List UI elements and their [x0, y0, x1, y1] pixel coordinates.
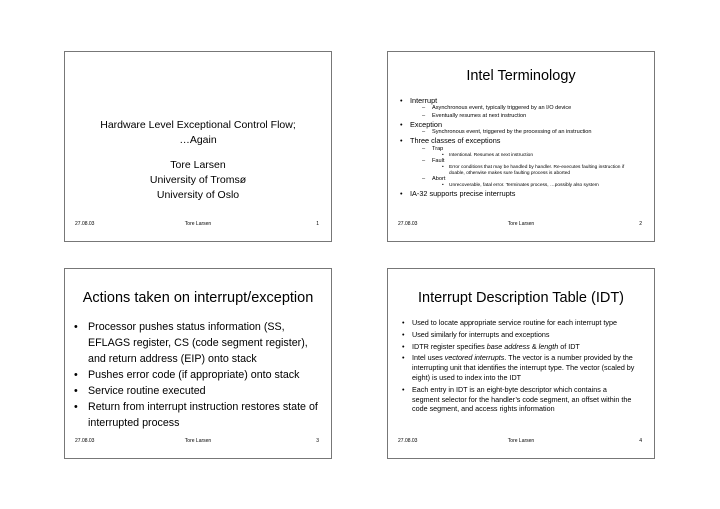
slide-4 [387, 268, 655, 459]
list-item: • IDTR register specifies base address & length of IDT [402, 342, 636, 352]
list-item: – Eventually resumes at next instruction [422, 113, 640, 120]
slide-author: Tore Larsen [507, 438, 535, 444]
list-item: • Used to locate appropriate service routine for each interrupt type [402, 318, 636, 328]
slide-date: 27.08.03 [398, 221, 418, 227]
slide-3 [64, 268, 332, 459]
list-item: • Return from interrupt instruction restores state of interrupted process [74, 399, 319, 431]
list-item: – Trap • Intentional. Resumes at next instruction [422, 146, 640, 159]
list-item: • Each entry in IDT is an eight-byte descriptor which contains a segment selector for the handler’s code segment, an offset within the code segment, and access rights information [402, 385, 636, 414]
slide-number: 1 [316, 221, 319, 227]
list-item: • Interrupt – Asynchronous event, typically triggered by an I/O device – Eventually resumes at next instruction [400, 96, 640, 120]
list-item: – Abort • Unrecoverable, fatal error. Terminates process, …possibly also system [422, 176, 640, 189]
university-tromso: University of Tromsø [149, 174, 247, 186]
list-item: • IA-32 supports precise interrupts [400, 189, 640, 198]
slide-4-title: Interrupt Description Table (IDT) [417, 290, 625, 306]
list-item: • Intel uses vectored interrupts. The vector is a number provided by the interrupting unit that identifies the interrupt type. The vector (scaled by eight) is used to index into the IDT [402, 353, 636, 382]
slide-1 [64, 51, 332, 242]
list-item: • Three classes of exceptions – Trap • Intentional. Resumes at next instruction – Fault • Error conditions that may be handled by handler. Re-executes faulting instruction if doable, otherwise makes sure faulting process is aborted – Abort • Unrecoverable, fatal error. Terminates process, …possibly also system [400, 136, 640, 189]
slide-date: 27.08.03 [75, 438, 95, 444]
slide-2-bullets [400, 96, 640, 198]
slide-1-author-block [65, 158, 331, 203]
slide-date: 27.08.03 [398, 438, 418, 444]
slide-1-title: Hardware Level Exceptional Control Flow; …Again [100, 119, 296, 146]
list-item: – Asynchronous event, typically triggered by an I/O device [422, 105, 640, 112]
slide-3-title: Actions taken on interrupt/exception [82, 290, 314, 306]
slide-number: 2 [639, 221, 642, 227]
slide-footer [388, 438, 654, 446]
slide-author: Tore Larsen [184, 438, 212, 444]
list-item: – Synchronous event, triggered by the processing of an instruction [422, 129, 640, 136]
list-item: • Processor pushes status information (SS, EFLAGS register, CS (code segment register), and return address (EIP) onto stack [74, 319, 319, 367]
university-oslo: University of Oslo [156, 189, 240, 201]
slide-author: Tore Larsen [184, 221, 212, 227]
author-name: Tore Larsen [170, 159, 226, 171]
slide-footer [65, 221, 331, 229]
slide-number: 3 [316, 438, 319, 444]
list-item: • Used similarly for interrupts and exceptions [402, 330, 636, 340]
slide-2-title: Intel Terminology [466, 68, 576, 84]
slide-author: Tore Larsen [507, 221, 535, 227]
slide-date: 27.08.03 [75, 221, 95, 227]
list-item: • Error conditions that may be handled by handler. Re-executes faulting instruction if doable, otherwise makes sure faulting process is aborted [442, 165, 640, 176]
slide-footer [388, 221, 654, 229]
slide-2 [387, 51, 655, 242]
list-item: • Exception – Synchronous event, triggered by the processing of an instruction [400, 120, 640, 137]
list-item: • Pushes error code (if appropriate) onto stack [74, 367, 319, 383]
slide-3-bullets [74, 319, 319, 431]
slide-4-bullets [402, 318, 636, 416]
slide-number: 4 [639, 438, 642, 444]
list-item: – Fault • Error conditions that may be handled by handler. Re-executes faulting instruction if doable, otherwise makes sure faulting process is aborted [422, 158, 640, 176]
list-item: • Intentional. Resumes at next instruction [442, 153, 640, 159]
list-item: • Service routine executed [74, 383, 319, 399]
slide-footer [65, 438, 331, 446]
list-item: • Unrecoverable, fatal error. Terminates process, …possibly also system [442, 183, 640, 189]
